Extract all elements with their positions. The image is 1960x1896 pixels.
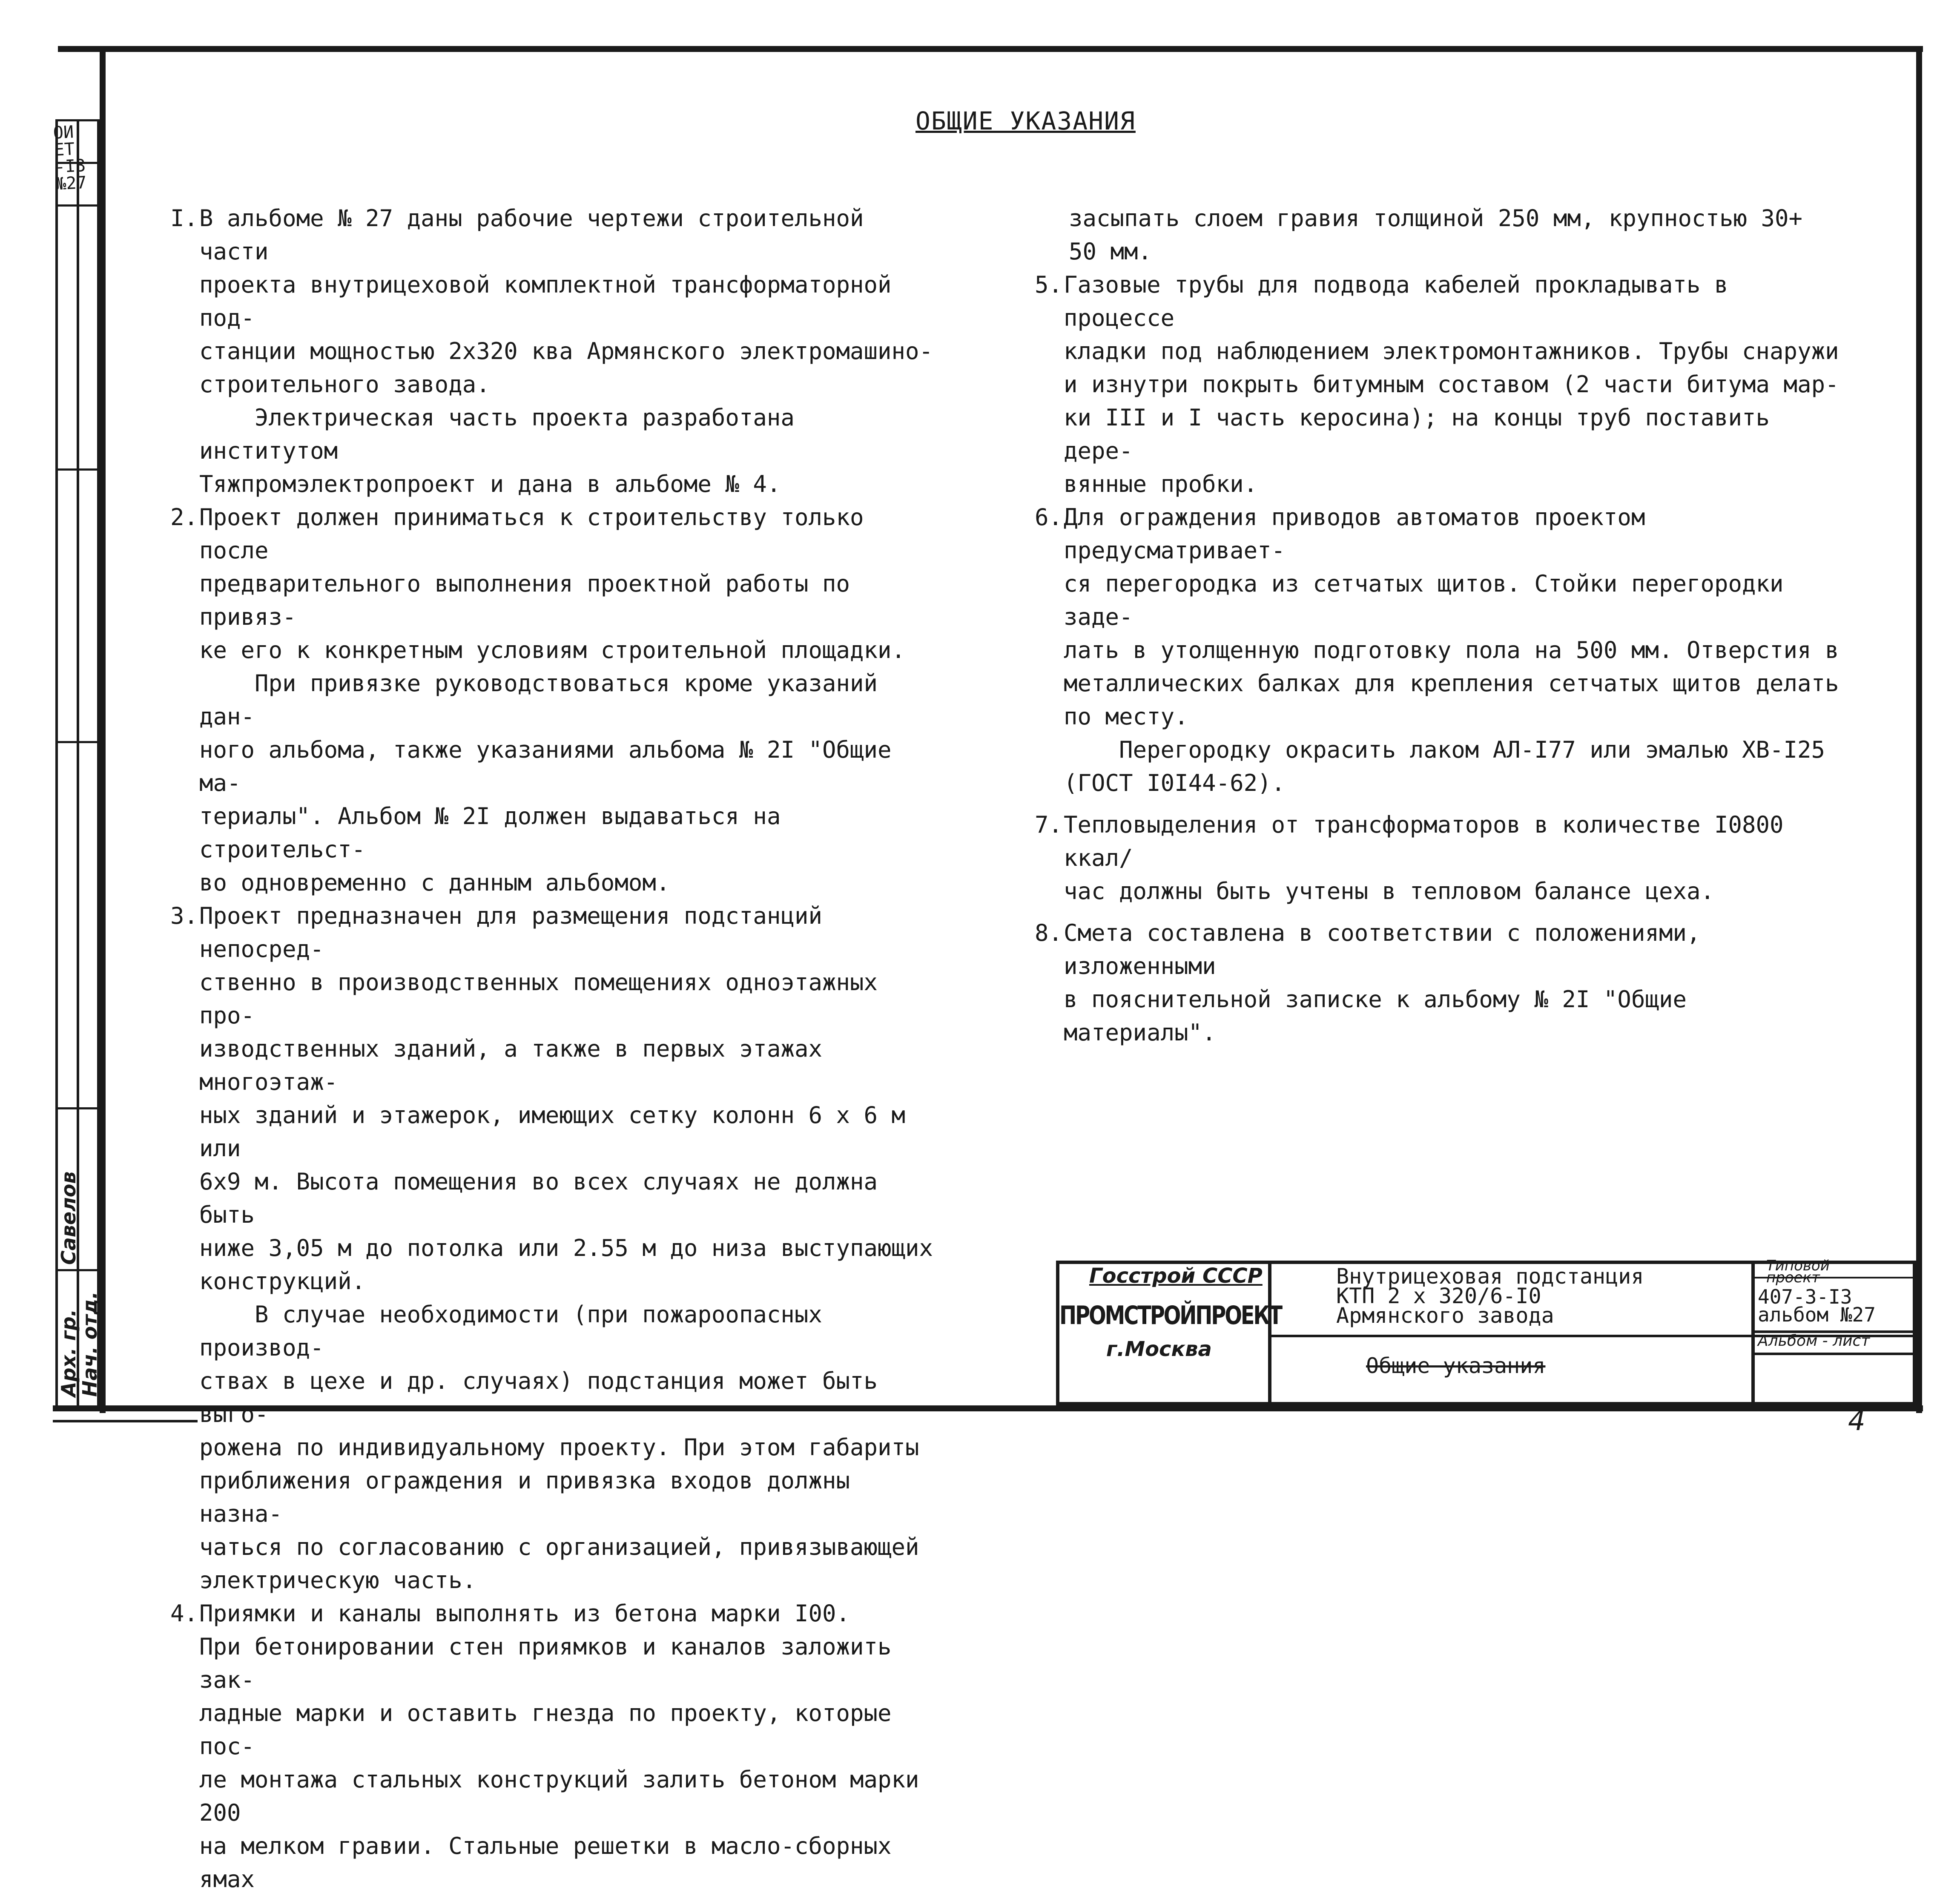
project-name: Внутрицеховая подстанция КТП 2 х 320/6-I0 Армянского завода	[1336, 1264, 1644, 1328]
title-block-divider	[1751, 1353, 1920, 1355]
stamp-row-line	[55, 741, 100, 743]
page-title: ОБЩИЕ УКАЗАНИЯ	[915, 106, 1136, 135]
paragraph: В случае необходимости (при пожароопасных производ- ствах в цехе и др. случаях) подстанция может быть выго- рожена по индивидуальному проекту. При этом габариты приближения ограждения и привязка входов должны назна- чаться по согласованию с организацией, привязывающей электрическую часть.	[199, 1301, 919, 1594]
list-item	[170, 899, 937, 1597]
stamp-row-line	[55, 162, 100, 164]
project-type-label: Типовой проект	[1766, 1257, 1830, 1286]
left-column	[170, 202, 937, 1896]
frame-top-line	[58, 46, 1923, 52]
paragraph: Проект предназначен для размещения подстанций непосред- ственно в производственных помещениях одноэтажных про- изводственных зданий, а также в первых этажах многоэтаж- ных зданий и этажерок, имеющих сетку колонн 6 х 6 м или 6х9 м. Высота помещения во всех случаях не должна быть ниже 3,05 м до потолка или 2.55 м до низа выступающих конструкций.	[199, 902, 933, 1295]
org-city: г.Москва	[1106, 1337, 1212, 1361]
list-item	[170, 501, 937, 899]
stamp-label-dept: Нач. отд.	[78, 1291, 101, 1397]
item-number: 7.	[1035, 811, 1063, 838]
title-block-divider	[1751, 1264, 1755, 1402]
project-code: 407-3-I3 альбом №27	[1758, 1285, 1876, 1326]
list-item	[1035, 808, 1848, 908]
title-block-divider	[1268, 1264, 1271, 1402]
frame-right-line	[1916, 46, 1922, 1413]
stamp-label-name: Савелов	[57, 1171, 80, 1265]
frame-left-line	[100, 46, 106, 1413]
item-number: 3.	[170, 902, 198, 929]
item-number: 6.	[1035, 504, 1063, 531]
paragraph: Электрическая часть проекта разработана институтом Тяжпромэлектропроект и дана в альбоме № 4.	[199, 404, 795, 497]
item-number: 8.	[1035, 919, 1063, 946]
paragraph: Проект должен приниматься к строительству только после предварительного выполнения проектной работы по привяз- ке его к конкретным условиям строительной площадки.	[199, 504, 906, 664]
list-item	[1035, 916, 1848, 1049]
title-block	[1056, 1257, 1916, 1405]
stamp-label-role: Арх. гр.	[57, 1309, 80, 1397]
stamp-column-line	[97, 119, 100, 1405]
paragraph: В альбоме № 27 даны рабочие чертежи строительной части проекта внутрицеховой комплектной трансформаторной под- станции мощностью 2х320 ква Армянского электромашино- строительного завода.	[199, 205, 933, 398]
list-item	[170, 202, 937, 501]
stamp-row-line	[55, 468, 100, 471]
list-item	[1035, 268, 1848, 501]
org-ministry: Госстрой СССР	[1089, 1264, 1263, 1288]
stamp-row-line	[55, 1107, 100, 1109]
left-binding-stamp	[52, 119, 101, 1405]
paragraph: Приямки и каналы выполнять из бетона марки I00.	[199, 1600, 850, 1627]
org-institute: ПРОМСТРОЙПРОЕКТ	[1059, 1301, 1281, 1330]
paragraph-continuation: При бетонировании стен приямков и каналов заложить зак- ладные марки и оставить гнезда по проекту, которые пос- ле монтажа стальных конструкций залить бетоном марки 200 на мелком гравии. Стальные решетки в масло-сборных ямах	[199, 1633, 919, 1893]
paragraph: При привязке руководствоваться кроме указаний дан- ного альбома, также указаниями альбома № 2I "Общие ма- териалы". Альбом № 2I должен выдаваться на строительст- во одновременно с данным альбомом.	[199, 670, 892, 896]
paragraph: Для ограждения приводов автоматов проектом предусматривает- ся перегородка из сетчатых щитов. Стойки перегородки заде- лать в утолщенную подготовку пола на 500 мм. Отверстия в металлических балках для крепления сетчатых щитов делать по месту.	[1064, 504, 1839, 730]
item-number: 4.	[170, 1600, 198, 1627]
page-number: 4	[1848, 1405, 1865, 1437]
right-column	[1035, 202, 1848, 1049]
stamp-row-line	[55, 204, 100, 207]
paragraph: Смета составлена в соответствии с положениями, изложенными в пояснительной записке к альбому № 2I "Общие материалы".	[1064, 919, 1701, 1046]
album-sheet-label: Альбом - лист	[1758, 1332, 1870, 1350]
list-item	[170, 1597, 937, 1630]
item-number: 2.	[170, 504, 198, 531]
stamp-row-line	[55, 1269, 100, 1271]
paragraph-continued: засыпать слоем гравия толщиной 250 мм, крупностью 30+ 50 мм.	[1069, 205, 1803, 265]
paragraph: Перегородку окрасить лаком АЛ-I77 или эмалью ХВ-I25 (ГОСТ I0I44-62).	[1064, 736, 1825, 796]
list-item	[1035, 501, 1848, 800]
paragraph: Тепловыделения от трансформаторов в количестве I0800 ккал/ час должны быть учтены в тепловом балансе цеха.	[1064, 811, 1784, 905]
sheet-name: Общие указания	[1366, 1353, 1546, 1378]
stamp-row-line	[55, 119, 100, 121]
item-number: I.	[170, 205, 198, 232]
paragraph: Газовые трубы для подвода кабелей прокладывать в процессе кладки под наблюдением электромонтажников. Трубы снаружи и изнутри покрыть битумным составом (2 части битума мар- ки III и I часть керосина); на концы труб поставить дере- вянные пробки.	[1064, 271, 1839, 497]
item-number: 5.	[1035, 271, 1063, 298]
stamp-top-code: ОИ ЕТ -I3 №27	[52, 122, 87, 194]
